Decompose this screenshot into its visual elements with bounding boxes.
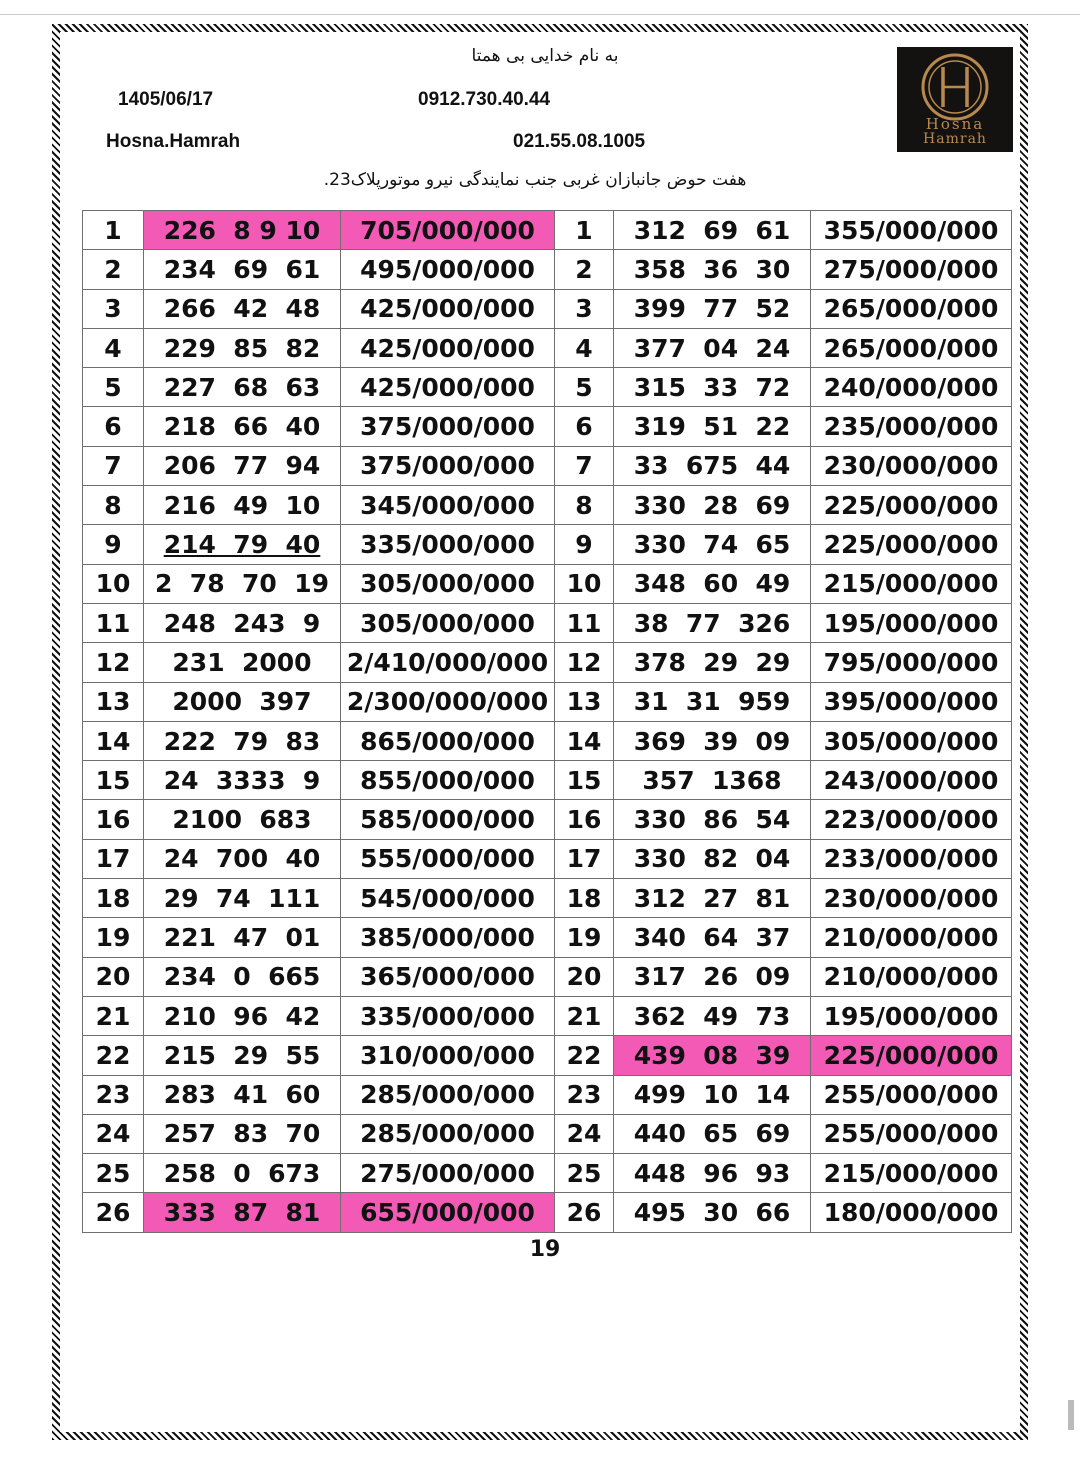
price-left: 305/000/000: [341, 603, 555, 642]
row-index-left: 19: [83, 918, 144, 957]
price-right: 275/000/000: [811, 250, 1012, 289]
price-left: 655/000/000: [341, 1193, 555, 1232]
table-row: [83, 603, 1012, 642]
row-index-right: 20: [555, 957, 614, 996]
row-index-left: 26: [83, 1193, 144, 1232]
price-left: 865/000/000: [341, 721, 555, 760]
phone-number-left: 221 47 01: [144, 918, 341, 957]
phone-number-right: 362 49 73: [614, 996, 811, 1035]
phone-number-left: 206 77 94: [144, 446, 341, 485]
price-right: 255/000/000: [811, 1075, 1012, 1114]
phone-number-right: 358 36 30: [614, 250, 811, 289]
price-right: 795/000/000: [811, 643, 1012, 682]
logo-line1: Hosna: [925, 115, 985, 133]
phone-number-right: 312 27 81: [614, 879, 811, 918]
phone-number-left: 29 74 111: [144, 879, 341, 918]
table-row: [83, 486, 1012, 525]
price-right: 210/000/000: [811, 957, 1012, 996]
phone-number-left: 2100 683: [144, 800, 341, 839]
price-left: 375/000/000: [341, 407, 555, 446]
phone-number-left: 234 69 61: [144, 250, 341, 289]
phone-number-left: 333 87 81: [144, 1193, 341, 1232]
phone-number-right: 330 74 65: [614, 525, 811, 564]
table-row: [83, 761, 1012, 800]
phone-number-right: 499 10 14: [614, 1075, 811, 1114]
price-left: 545/000/000: [341, 879, 555, 918]
row-index-right: 4: [555, 328, 614, 367]
row-index-right: 15: [555, 761, 614, 800]
row-index-right: 3: [555, 289, 614, 328]
phone-number-right: 378 29 29: [614, 643, 811, 682]
phone-number-left: 258 0 673: [144, 1154, 341, 1193]
price-right: 355/000/000: [811, 211, 1012, 250]
brand-name: Hosna.Hamrah: [106, 131, 241, 152]
table-row: [83, 564, 1012, 603]
row-index-right: 13: [555, 682, 614, 721]
price-left: 310/000/000: [341, 1036, 555, 1075]
price-right: 225/000/000: [811, 486, 1012, 525]
row-index-left: 11: [83, 603, 144, 642]
row-index-right: 21: [555, 996, 614, 1035]
price-right: 225/000/000: [811, 525, 1012, 564]
phone-number-left: 231 2000: [144, 643, 341, 682]
table-row: [83, 643, 1012, 682]
phone-number-left: 214 79 40: [144, 525, 341, 564]
table-row: [83, 1036, 1012, 1075]
table-row: [83, 289, 1012, 328]
phone-number-right: 330 82 04: [614, 839, 811, 878]
row-index-left: 21: [83, 996, 144, 1035]
phone-number-left: 283 41 60: [144, 1075, 341, 1114]
row-index-left: 18: [83, 879, 144, 918]
table-row: [83, 800, 1012, 839]
logo-line2: Hamrah: [923, 131, 987, 147]
price-right: 223/000/000: [811, 800, 1012, 839]
price-left: 855/000/000: [341, 761, 555, 800]
price-right: 230/000/000: [811, 446, 1012, 485]
row-index-right: 25: [555, 1154, 614, 1193]
row-index-left: 15: [83, 761, 144, 800]
phone-number-right: 315 33 72: [614, 368, 811, 407]
price-right: 230/000/000: [811, 879, 1012, 918]
row-index-right: 12: [555, 643, 614, 682]
phone-number-left: 2000 397: [144, 682, 341, 721]
row-index-right: 8: [555, 486, 614, 525]
mobile-number: 0912.730.40.44: [418, 89, 551, 110]
row-index-left: 7: [83, 446, 144, 485]
table-row: [83, 407, 1012, 446]
price-left: 2/300/000/000: [341, 682, 555, 721]
phone-number-left: 218 66 40: [144, 407, 341, 446]
price-left: 495/000/000: [341, 250, 555, 289]
price-right: 243/000/000: [811, 761, 1012, 800]
phone-number-right: 495 30 66: [614, 1193, 811, 1232]
table-row: [83, 368, 1012, 407]
phone-number-right: 369 39 09: [614, 721, 811, 760]
row-index-left: 13: [83, 682, 144, 721]
row-index-right: 1: [555, 211, 614, 250]
table-row: [83, 721, 1012, 760]
phone-number-right: 317 26 09: [614, 957, 811, 996]
price-left: 425/000/000: [341, 328, 555, 367]
row-index-right: 17: [555, 839, 614, 878]
phone-number-left: 248 243 9: [144, 603, 341, 642]
phone-number-left: 257 83 70: [144, 1114, 341, 1153]
price-right: 225/000/000: [811, 1036, 1012, 1075]
row-index-right: 10: [555, 564, 614, 603]
phone-number-right: 312 69 61: [614, 211, 811, 250]
row-index-left: 12: [83, 643, 144, 682]
row-index-right: 6: [555, 407, 614, 446]
phone-number-right: 377 04 24: [614, 328, 811, 367]
price-left: 305/000/000: [341, 564, 555, 603]
phone-number-left: 24 3333 9: [144, 761, 341, 800]
table-row: [83, 250, 1012, 289]
row-index-right: 2: [555, 250, 614, 289]
price-left: 285/000/000: [341, 1075, 555, 1114]
page-number: 19: [529, 1237, 561, 1262]
row-index-left: 10: [83, 564, 144, 603]
price-right: 255/000/000: [811, 1114, 1012, 1153]
row-index-right: 7: [555, 446, 614, 485]
phone-number-right: 330 86 54: [614, 800, 811, 839]
price-left: 365/000/000: [341, 957, 555, 996]
price-right: 215/000/000: [811, 564, 1012, 603]
price-right: 265/000/000: [811, 328, 1012, 367]
row-index-left: 1: [83, 211, 144, 250]
price-left: 425/000/000: [341, 289, 555, 328]
price-left: 705/000/000: [341, 211, 555, 250]
phone-number-right: 38 77 326: [614, 603, 811, 642]
table-row: [83, 839, 1012, 878]
price-right: 233/000/000: [811, 839, 1012, 878]
row-index-left: 20: [83, 957, 144, 996]
table-row: [83, 525, 1012, 564]
price-left: 335/000/000: [341, 996, 555, 1035]
top-edge-line: [0, 14, 1080, 15]
table-row: [83, 682, 1012, 721]
phone-number-left: 2 78 70 19: [144, 564, 341, 603]
table-row: [83, 957, 1012, 996]
phone-number-right: 448 96 93: [614, 1154, 811, 1193]
price-left: 285/000/000: [341, 1114, 555, 1153]
row-index-right: 23: [555, 1075, 614, 1114]
price-left: 585/000/000: [341, 800, 555, 839]
phone-number-right: 340 64 37: [614, 918, 811, 957]
table-row: [83, 1154, 1012, 1193]
price-right: 210/000/000: [811, 918, 1012, 957]
row-index-left: 14: [83, 721, 144, 760]
price-right: 180/000/000: [811, 1193, 1012, 1232]
row-index-right: 9: [555, 525, 614, 564]
phone-number-right: 399 77 52: [614, 289, 811, 328]
bismillah-heading: به نام خدایی بی همتا: [471, 46, 619, 66]
phone-number-left: 215 29 55: [144, 1036, 341, 1075]
phone-number-right: 330 28 69: [614, 486, 811, 525]
row-index-left: 16: [83, 800, 144, 839]
table-row: [83, 446, 1012, 485]
price-left: 385/000/000: [341, 918, 555, 957]
phone-number-left: 266 42 48: [144, 289, 341, 328]
price-left: 375/000/000: [341, 446, 555, 485]
phone-number-left: 210 96 42: [144, 996, 341, 1035]
price-right: 195/000/000: [811, 603, 1012, 642]
price-right: 305/000/000: [811, 721, 1012, 760]
phone-number-right: 31 31 959: [614, 682, 811, 721]
row-index-left: 5: [83, 368, 144, 407]
phone-number-left: 226 8 9 10: [144, 211, 341, 250]
price-left: 425/000/000: [341, 368, 555, 407]
address-subtitle: هفت حوض جانبازان غربی جنب نمایندگی نیرو موتورپلاک23.: [323, 170, 747, 190]
table-row: [83, 918, 1012, 957]
row-index-right: 16: [555, 800, 614, 839]
price-right: 265/000/000: [811, 289, 1012, 328]
price-right: 240/000/000: [811, 368, 1012, 407]
price-right: 215/000/000: [811, 1154, 1012, 1193]
phone-number-price-table: [82, 210, 1012, 1233]
price-left: 2/410/000/000: [341, 643, 555, 682]
table-row: [83, 211, 1012, 250]
row-index-left: 4: [83, 328, 144, 367]
phone-number-right: 319 51 22: [614, 407, 811, 446]
price-left: 555/000/000: [341, 839, 555, 878]
phone-number-left: 229 85 82: [144, 328, 341, 367]
row-index-left: 6: [83, 407, 144, 446]
row-index-left: 23: [83, 1075, 144, 1114]
row-index-left: 2: [83, 250, 144, 289]
price-left: 335/000/000: [341, 525, 555, 564]
table-row: [83, 1114, 1012, 1153]
phone-number-right: 439 08 39: [614, 1036, 811, 1075]
row-index-right: 22: [555, 1036, 614, 1075]
table-row: [83, 328, 1012, 367]
table-row: [83, 996, 1012, 1035]
row-index-left: 25: [83, 1154, 144, 1193]
phone-number-left: 216 49 10: [144, 486, 341, 525]
scrollbar-indicator: [1068, 1400, 1074, 1430]
table-row: [83, 1075, 1012, 1114]
table-row: [83, 879, 1012, 918]
price-right: 395/000/000: [811, 682, 1012, 721]
date-label: 1405/06/17: [118, 89, 214, 110]
row-index-right: 19: [555, 918, 614, 957]
phone-number-left: 227 68 63: [144, 368, 341, 407]
phone-number-left: 234 0 665: [144, 957, 341, 996]
row-index-left: 3: [83, 289, 144, 328]
phone-number-left: 24 700 40: [144, 839, 341, 878]
price-right: 195/000/000: [811, 996, 1012, 1035]
price-right: 235/000/000: [811, 407, 1012, 446]
table-row: [83, 1193, 1012, 1232]
phone-number-right: 348 60 49: [614, 564, 811, 603]
row-index-right: 18: [555, 879, 614, 918]
landline-number: 021.55.08.1005: [513, 131, 646, 152]
phone-number-right: 357 1368: [614, 761, 811, 800]
row-index-left: 8: [83, 486, 144, 525]
row-index-left: 9: [83, 525, 144, 564]
phone-number-right: 440 65 69: [614, 1114, 811, 1153]
row-index-right: 24: [555, 1114, 614, 1153]
row-index-right: 5: [555, 368, 614, 407]
row-index-right: 11: [555, 603, 614, 642]
price-left: 275/000/000: [341, 1154, 555, 1193]
phone-number-right: 33 675 44: [614, 446, 811, 485]
row-index-right: 26: [555, 1193, 614, 1232]
row-index-left: 17: [83, 839, 144, 878]
row-index-left: 24: [83, 1114, 144, 1153]
hosna-hamrah-logo: [897, 47, 1013, 152]
phone-number-left: 222 79 83: [144, 721, 341, 760]
row-index-right: 14: [555, 721, 614, 760]
row-index-left: 22: [83, 1036, 144, 1075]
price-left: 345/000/000: [341, 486, 555, 525]
